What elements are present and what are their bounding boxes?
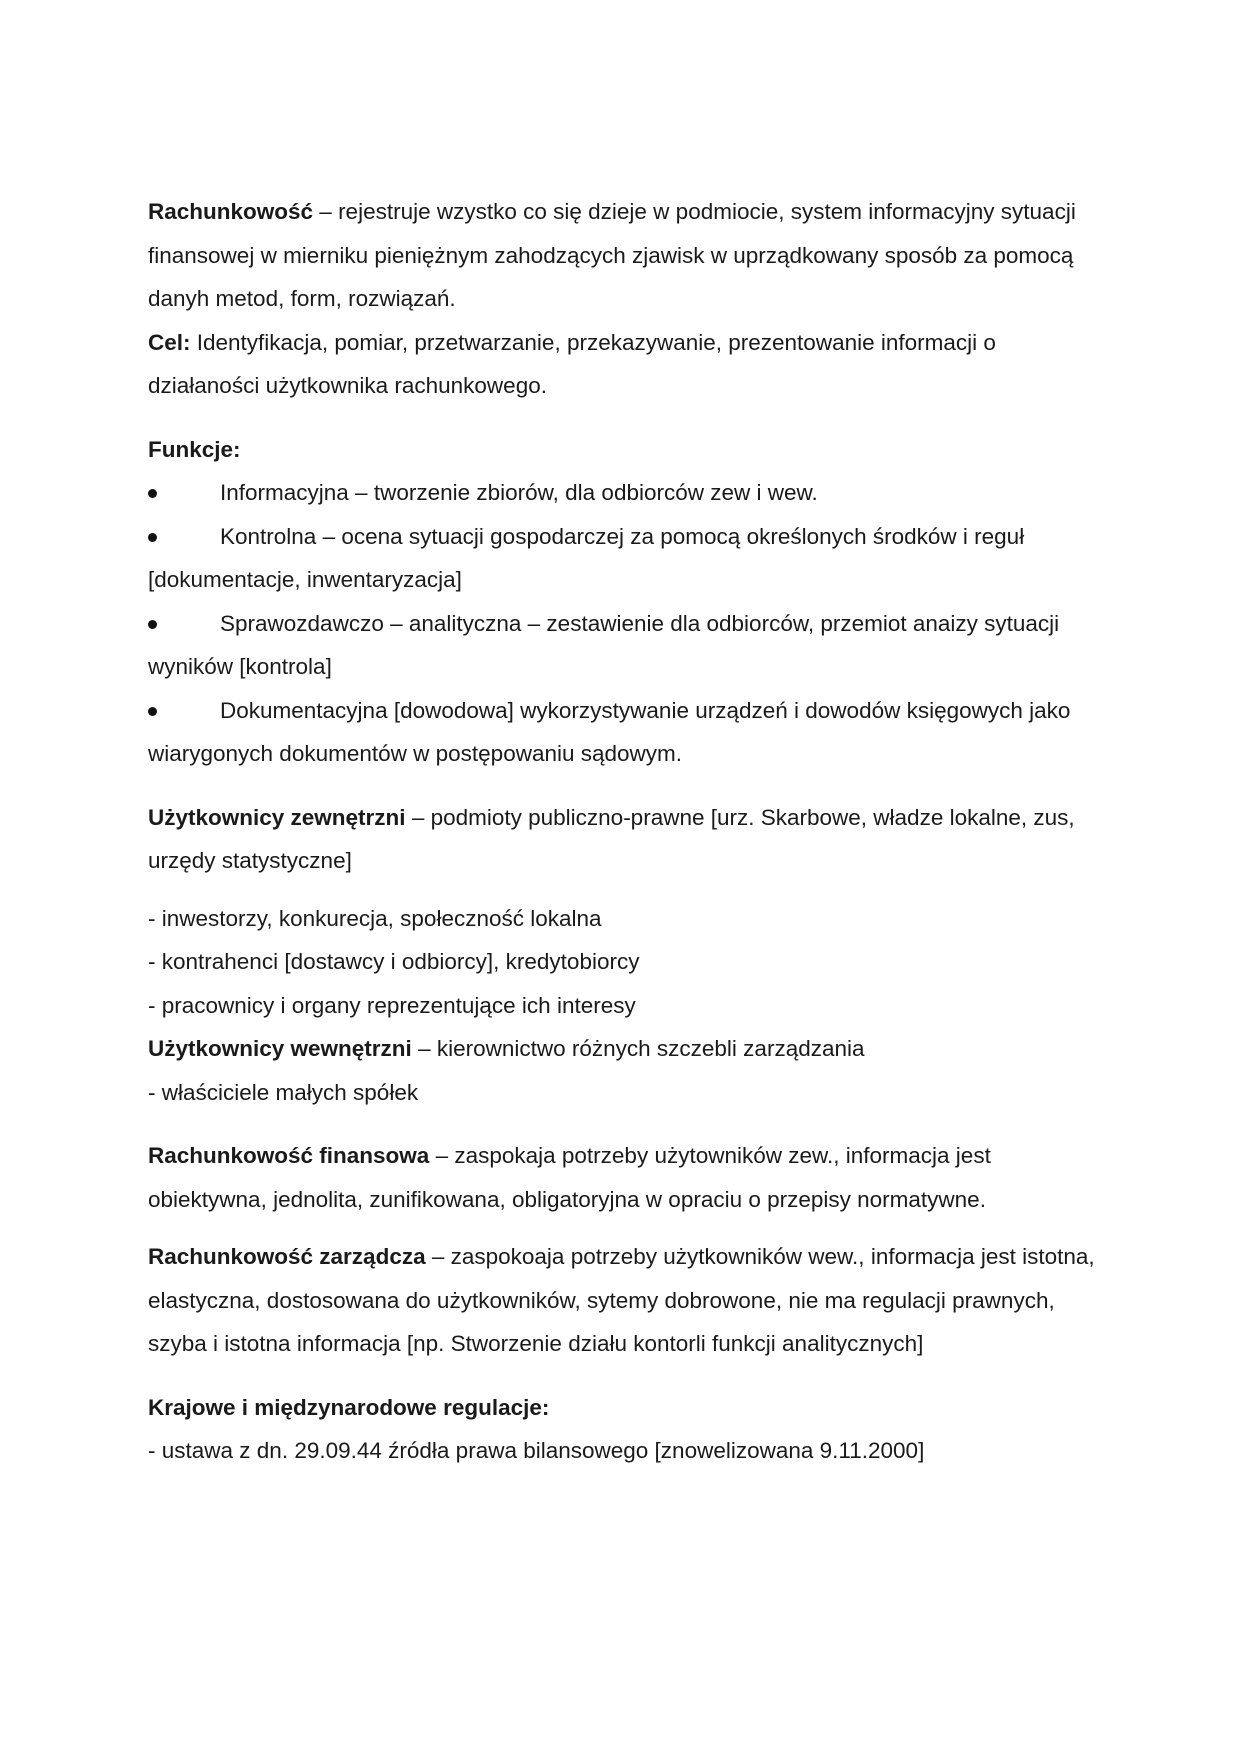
funkcje-item (148, 515, 1108, 602)
funkcje-item-text: Dokumentacyjna [dowodowa] wykorzystywanie urządzeń i dowodów księgowych jako wiarygonych dokumentów w postępowaniu sądowym. (148, 697, 1071, 766)
intro-paragraph (148, 190, 1108, 321)
funkcje-item-text: Sprawozdawczo – analityczna – zestawienie dla odbiorców, przemiot anaizy sytuacji wyników [kontrola] (148, 610, 1060, 679)
list-item: - właściciele małych spółek (148, 1079, 419, 1105)
bullet-icon (148, 620, 157, 629)
bullet-icon (148, 707, 157, 716)
term-rachunkowosc: Rachunkowość (148, 199, 314, 224)
finansowa-text: – zaspokaja potrzeby użytowników zew., informacja jest obiektywna, jednolita, zunifikowana, obligatoryjna w opraciu o przepisy normatywne. (148, 1143, 991, 1212)
uzytkownicy-zewnetrzni-label: Użytkownicy zewnętrzni (148, 804, 406, 830)
zarzadcza-text: – zaspokoaja potrzeby użytkowników wew., informacja jest istotna, elastyczna, dostosowana do użytkowników, sytemy dobrowone, nie ma regulacji prawnych, szyba i istotna informacja [np. Stworzenie działu kontorli funkcji analitycznych] (148, 1244, 1095, 1356)
finansowa-paragraph (148, 1134, 1108, 1221)
funkcje-item (148, 602, 1108, 689)
uzytkownicy-zewnetrzni-paragraph (148, 796, 1108, 883)
bullet-icon (148, 489, 157, 498)
list-item: - ustawa z dn. 29.09.44 źródła prawa bilansowego [znowelizowana 9.11.2000] (148, 1438, 925, 1463)
funkcje-heading-text: Funkcje: (148, 436, 241, 462)
zarzadcza-label: Rachunkowość zarządcza (148, 1244, 426, 1269)
funkcje-item (148, 471, 1108, 515)
funkcje-item-text: Informacyjna – tworzenie zbiorów, dla odbiorców zew i wew. (220, 480, 818, 505)
list-item: - pracownicy i organy reprezentujące ich interesy (148, 992, 636, 1018)
list-item: - inwestorzy, konkurecja, społeczność lokalna (148, 905, 602, 931)
zarzadcza-paragraph (148, 1235, 1108, 1366)
cel-label: Cel: (148, 329, 191, 355)
bullet-icon (148, 533, 157, 542)
regulacje-heading-text: Krajowe i międzynarodowe regulacje: (148, 1394, 550, 1420)
intro-definition: – rejestruje wzystko co się dzieje w podmiocie, system informacyjny sytuacji finansowej w mierniku pieniężnym zahodzących zjawisk w uprządkowany sposób za pomocą danyh metod, form, rozwiązań. (148, 199, 1076, 311)
funkcje-heading (148, 428, 1108, 472)
regulacje-heading (148, 1386, 1108, 1430)
uzytkownicy-wewnetrzni-paragraph (148, 1027, 1108, 1071)
list-item: - kontrahenci [dostawcy i odbiorcy], kredytobiorcy (148, 949, 640, 974)
uzytkownicy-zewnetrzni-text: – podmioty publiczno-prawne [urz. Skarbowe, władze lokalne, zus, urzędy statystyczne] (148, 804, 1075, 873)
document-body (148, 190, 1108, 1473)
cel-paragraph (148, 321, 1108, 408)
finansowa-label: Rachunkowość finansowa (148, 1143, 430, 1168)
funkcje-item-text: Kontrolna – ocena sytuacji gospodarczej za pomocą określonych środków i reguł [dokumentacje, inwentaryzacja] (148, 523, 1025, 592)
uzytkownicy-wewnetrzni-label: Użytkownicy wewnętrzni (148, 1036, 412, 1061)
cel-text: Identyfikacja, pomiar, przetwarzanie, przekazywanie, prezentowanie informacji o działaności użytkownika rachunkowego. (148, 329, 996, 398)
uzytkownicy-wewnetrzni-text: – kierownictwo różnych szczebli zarządzania (411, 1036, 865, 1061)
funkcje-item (148, 689, 1108, 776)
